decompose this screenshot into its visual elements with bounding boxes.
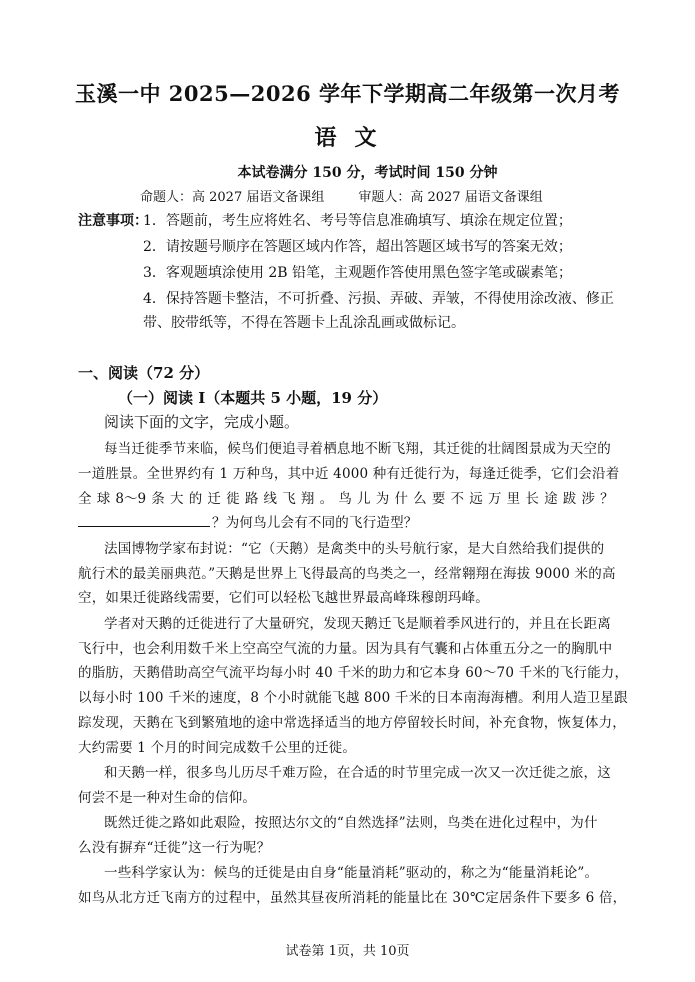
passage-char: 球 [96,491,111,507]
passage-line: 踪发现，天鹅在飞到繁殖地的途中常选择适当的地方停留较长时间，补充食物，恢复体力， [78,715,626,731]
passage-char: 儿 [357,491,371,507]
section-subtitle: （一）阅读 I（本题共 5 小题，19 分） [118,389,388,407]
passage-char: 远 [469,491,483,507]
passage-char: 要 [431,491,446,507]
passage-line: 么没有摒弃“迁徙”这一行为呢？ [78,840,271,856]
passage-line: 以每小时 100 千米的速度，8 个小时就能飞越 800 千米的日本南海海槽。利用人造卫星跟 [78,690,628,706]
passage-line: 既然迁徙之路如此艰险，按照达尔文的“自然选择”法则，鸟类在进化过程中，为什 [104,815,598,831]
passage-char: 条 [151,491,165,507]
note-item-continued: 带、胶带纸等，不得在答题卡上乱涂乱画或做标记。 [143,315,465,331]
passage-line: 学者对天鹅的迁徙进行了大量研究，发现天鹅迁飞是顺着季风进行的，并且在长距离 [104,616,611,632]
passage-char: 什 [394,491,408,507]
passage-line: 每当迁徙季节来临，候鸟们便追寻着栖息地不断飞翔，其迁徙的壮阔图景成为天空的 [104,441,611,457]
passage-char: 万 [487,491,502,507]
passage-char: 鸟 [338,491,352,507]
passage-char: 途 [544,491,558,507]
exam-info: 本试卷满分 150 分，考试时间 150 分钟 [237,165,498,181]
instruction: 阅读下面的文字，完成小题。 [104,413,300,431]
passage-char: 么 [413,491,427,507]
passage-line: 和天鹅一样，很多鸟儿历尽千难万险，在合适的时节里完成一次又一次迁徙之旅，这 [104,765,611,781]
passage-char: 不 [450,491,465,507]
passage-char: 涉 [581,491,595,507]
passage-char: 路 [244,491,259,507]
passage-line: 法国博物学家布封说：“它（天鹅）是禽类中的头号航行家，是大自然给我们提供的 [104,541,605,557]
passage-char: 线 [263,491,278,507]
passage-char: 飞 [282,491,296,507]
note-item: 1．答题前，考生应将姓名、考号等信息准确填写、填涂在规定位置； [143,213,572,229]
subject-title: 语文 [314,125,395,151]
passage-char: 为 [375,491,390,507]
passage-line: 如鸟从北方迁飞南方的过程中，虽然其昼夜所消耗的能量比在 30℃定居条件下要多 6 倍， [78,890,627,906]
passage-char: 8～9 [115,491,147,507]
passage-line-spaced [78,487,614,507]
note-item: 3．客观题填涂使用 2B 铅笔，主观题作答使用黑色签字笔或碳素笔； [143,265,573,281]
passage-text: ？为何鸟儿会有不同的飞行造型？ [212,515,418,531]
passage-line: 何尝不是一种对生命的信仰。 [78,790,257,806]
passage-line: 航行术的最美丽典范。”天鹅是世界上飞得最高的鸟类之一，经常翱翔在海拔 9000 米的高 [78,566,616,582]
passage-line: 空，如果迁徙路线需要，它们可以轻松飞越世界最高峰珠穆朗玛峰。 [78,590,489,606]
passage-char: 徙 [226,491,240,507]
section-title: 一、阅读（72 分） [78,364,210,382]
exam-title: 玉溪一中 2025—2026 学年下学期高二年级第一次月考 [74,81,620,106]
answer-blank [78,512,210,527]
passage-line: 大约需要 1 个月的时间完成数千公里的迁徙。 [78,740,357,756]
page-footer: 试卷第 1页，共 10页 [285,944,410,959]
setter-line [140,186,543,205]
notes-label: 注意事项： [78,213,148,229]
passage-line: 一道胜景。全世界约有 1 万种鸟，其中近 4000 种有迁徙行为，每逢迁徙季，它们会沿着 [78,466,620,482]
passage-char: 大 [170,491,184,507]
passage-char: 翔 [300,491,315,507]
passage-line-blank [78,511,418,531]
setter: 命题人：高 2027 届语文备课组 [140,190,325,205]
passage-char: 全 [78,491,92,507]
passage-char: 的 [188,491,203,507]
passage-line: 一些科学家认为：候鸟的迁徙是由自身“能量消耗”驱动的，称之为“能量消耗论”。 [104,865,599,881]
note-item: 4．保持答题卡整洁，不可折叠、污损、弄破、弄皱，不得使用涂改液、修正 [143,291,614,307]
passage-char: ？ [600,491,614,507]
reviewer: 审题人：高 2027 届语文备课组 [358,190,543,205]
passage-line: 的脂肪，天鹅借助高空气流平均每小时 40 千米的助力和它本身 60～70 千米的飞行能力， [78,665,629,681]
passage-char: 里 [506,491,521,507]
passage-line: 飞行中，也会利用数千米上空高空气流的力量。因为具有气囊和占体重五分之一的胸肌中 [78,641,613,657]
passage-char: 跋 [562,491,577,507]
passage-char: 迁 [207,491,221,507]
passage-char: 。 [319,491,334,507]
note-item: 2．请按题号顺序在答题区域内作答，超出答题区域书写的答案无效； [143,239,572,255]
passage-char: 长 [525,491,539,507]
